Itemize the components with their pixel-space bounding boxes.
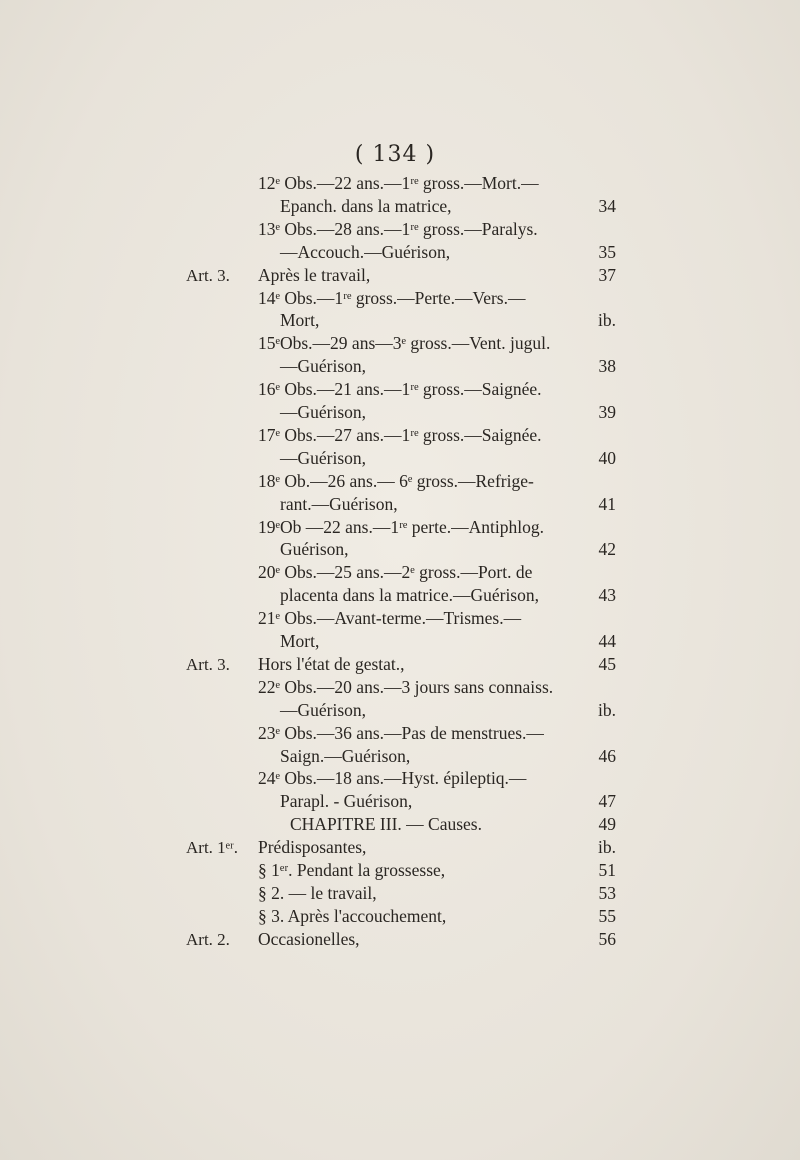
toc-entry xyxy=(0,516,800,539)
toc-entry xyxy=(0,424,800,447)
page-reference: ib. xyxy=(598,837,616,858)
toc-entry xyxy=(0,332,800,355)
entry-text: 17ᵉ Obs.—27 ans.—1ʳᵉ gross.—Saignée. xyxy=(258,424,542,445)
entry-text: Mort, xyxy=(280,631,320,651)
toc-entry xyxy=(0,882,800,905)
article-label: Art. 3. xyxy=(186,654,230,674)
page-number: ( 134 ) xyxy=(354,142,436,167)
entry-text: Prédisposantes, xyxy=(258,837,367,858)
page-reference: ib. xyxy=(598,699,616,720)
entry-text: rant.—Guérison, xyxy=(280,493,398,514)
entry-text: Saign.—Guérison, xyxy=(280,745,411,766)
article-label: Art. 3. xyxy=(186,265,230,285)
toc-entry xyxy=(0,195,800,218)
toc-entry xyxy=(0,699,800,722)
entry-text: 24ᵉ Obs.—18 ans.—Hyst. épileptiq.— xyxy=(258,768,527,789)
page-reference: 45 xyxy=(598,653,616,674)
toc-entry xyxy=(0,653,800,676)
page-reference: 46 xyxy=(598,745,616,766)
entry-text: —Guérison, xyxy=(280,356,367,377)
page-reference: 56 xyxy=(598,928,616,949)
entry-text: —Guérison, xyxy=(280,402,367,422)
entry-text: Guérison, xyxy=(280,539,349,560)
entry-text: 16ᵉ Obs.—21 ans.—1ʳᵉ gross.—Saignée. xyxy=(258,379,542,400)
entry-text: placenta dans la matrice.—Guérison, xyxy=(280,585,539,606)
entry-text: 19ᵉOb —22 ans.—1ʳᵉ perte.—Antiphlog. xyxy=(258,516,544,537)
toc-entry xyxy=(0,676,800,699)
toc-entry xyxy=(0,401,800,424)
toc-entry xyxy=(0,813,800,836)
article-label: Art. 2. xyxy=(186,929,230,949)
entry-text: Occasionelles, xyxy=(258,928,360,949)
toc-entry xyxy=(0,287,800,310)
toc-entry xyxy=(0,241,800,264)
page-reference: 37 xyxy=(598,264,616,285)
entry-text: Parapl. - Guérison, xyxy=(280,791,413,812)
entry-text: 14ᵉ Obs.—1ʳᵉ gross.—Perte.—Vers.— xyxy=(258,287,526,308)
toc-entry xyxy=(0,355,800,378)
toc-entry xyxy=(0,722,800,745)
page-reference: 47 xyxy=(598,791,616,812)
entry-text: 20ᵉ Obs.—25 ans.—2ᵉ gross.—Port. de xyxy=(258,562,533,583)
entry-text: —Guérison, xyxy=(280,447,367,468)
toc-entry xyxy=(0,584,800,607)
toc-entry xyxy=(0,309,800,332)
toc-entry xyxy=(0,172,800,195)
entry-text: 21ᵉ Obs.—Avant-terme.—Trismes.— xyxy=(258,608,522,629)
entry-text: 12ᵉ Obs.—22 ans.—1ʳᵉ gross.—Mort.— xyxy=(258,173,539,193)
entry-text: Epanch. dans la matrice, xyxy=(280,195,452,216)
entry-text: CHAPITRE III. — Causes. xyxy=(290,814,482,835)
entry-text: —Guérison, xyxy=(280,699,367,720)
page-reference: ib. xyxy=(598,310,616,331)
toc-entry xyxy=(0,470,800,493)
page-reference: 38 xyxy=(598,356,616,377)
page-reference: 42 xyxy=(598,539,616,560)
entry-text: Mort, xyxy=(280,310,320,331)
page-reference: 40 xyxy=(598,447,616,468)
page-reference: 41 xyxy=(598,493,616,514)
toc-entry xyxy=(0,836,800,859)
toc-entry xyxy=(0,561,800,584)
toc-entry xyxy=(0,218,800,241)
entry-text: 13ᵉ Obs.—28 ans.—1ʳᵉ gross.—Paralys. xyxy=(258,218,538,239)
entry-text: 18ᵉ Ob.—26 ans.— 6ᵉ gross.—Refrige- xyxy=(258,470,534,491)
page-reference: 39 xyxy=(598,402,616,422)
toc-entry xyxy=(0,745,800,768)
toc-entry xyxy=(0,378,800,401)
toc-entry xyxy=(0,607,800,630)
entry-text: § 1ᵉʳ. Pendant la grossesse, xyxy=(258,860,446,880)
toc-entry xyxy=(0,928,800,951)
page-reference: 55 xyxy=(598,905,616,926)
entry-text: Après le travail, xyxy=(258,264,371,285)
entry-text: § 3. Après l'accouchement, xyxy=(258,905,447,926)
toc-entry xyxy=(0,493,800,516)
entry-text: 22ᵉ Obs.—20 ans.—3 jours sans connaiss. xyxy=(258,676,554,697)
page-reference: 51 xyxy=(598,860,616,880)
entry-text: § 2. — le travail, xyxy=(258,882,377,903)
page-reference: 49 xyxy=(598,814,616,835)
toc-entry xyxy=(0,859,800,882)
toc-entry xyxy=(0,264,800,287)
page-reference: 34 xyxy=(598,195,616,216)
toc-entry xyxy=(0,538,800,561)
page-reference: 53 xyxy=(598,882,616,903)
entry-text: 23ᵉ Obs.—36 ans.—Pas de menstrues.— xyxy=(258,722,544,743)
entry-text: Hors l'état de gestat., xyxy=(258,653,405,674)
article-label: Art. 1ᵉʳ. xyxy=(186,838,238,858)
page-reference: 43 xyxy=(598,585,616,606)
page-reference: 35 xyxy=(598,241,616,262)
toc-entry xyxy=(0,905,800,928)
entry-text: 15ᵉObs.—29 ans—3ᵉ gross.—Vent. jugul. xyxy=(258,333,551,354)
entry-text: —Accouch.—Guérison, xyxy=(280,241,451,262)
toc-entry xyxy=(0,447,800,470)
page-reference: 44 xyxy=(598,631,616,651)
toc-entry xyxy=(0,767,800,790)
toc-entry xyxy=(0,630,800,653)
toc-entry xyxy=(0,790,800,813)
